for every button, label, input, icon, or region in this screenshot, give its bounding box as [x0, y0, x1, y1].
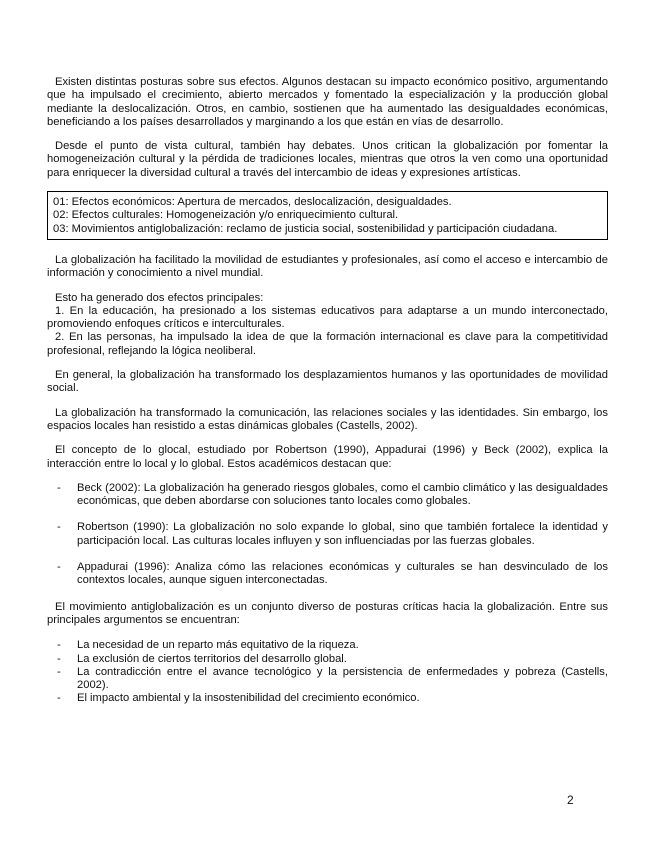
summary-line: 03: Movimientos antiglobalización: reclamo de justicia social, sostenibilidad y participación ciudadana.	[53, 222, 558, 235]
paragraph-effects: Existen distintas posturas sobre sus efectos. Algunos destacan su impacto económico positivo, argumentando que ha impulsado el crecimiento, abierto mercados y fomentado la especialización y la producción global mediante la deslocalización. Otros, en cambio, sostienen que ha aumentado las desigualdades económicas, beneficiando a los países desarrollados y marginando a los que están en vías de desarrollo.	[47, 76, 608, 128]
list-item	[47, 521, 608, 548]
summary-line: 02: Efectos culturales: Homogeneización y/o enriquecimiento cultural.	[53, 209, 399, 222]
page-number: 2	[567, 793, 574, 807]
two-effects-item: 2. En las personas, ha impulsado la idea de que la formación internacional es clave para la competitividad profesional, reflejando la lógica neoliberal.	[47, 331, 608, 357]
dash-marker: -	[57, 639, 61, 652]
two-effects-item: 1. En la educación, ha presionado a los sistemas educativos para adaptarse a un mundo interconectado, promoviendo enfoques críticos e interculturales.	[47, 304, 608, 331]
list-item	[47, 639, 608, 652]
dash-marker: -	[57, 481, 61, 494]
paragraph-antiglobalization: El movimiento antiglobalización es un conjunto diverso de posturas críticas hacia la globalización. Entre sus principales argumentos se encuentran:	[47, 600, 608, 626]
list-item-text: La exclusión de ciertos territorios del desarrollo global.	[77, 652, 347, 665]
list-item-text: La contradicción entre el avance tecnológico y la persistencia de enfermedades y pobreza (Castells, 2002).	[77, 665, 608, 692]
dash-marker: -	[57, 521, 61, 534]
summary-box	[47, 191, 608, 240]
list-item	[47, 653, 608, 666]
two-effects-intro: Esto ha generado dos efectos principales:	[55, 291, 264, 304]
arguments-list	[47, 639, 608, 705]
list-item	[47, 482, 608, 509]
summary-line: 01: Efectos económicos: Apertura de mercados, deslocalización, desigualdades.	[53, 196, 452, 209]
list-item-text: El impacto ambiental y la insostenibilidad del crecimiento económico.	[77, 692, 420, 705]
list-item	[47, 561, 608, 588]
document-page	[47, 76, 608, 706]
paragraph-cultural: Desde el punto de vista cultural, también hay debates. Unos critican la globalización por fomentar la homogeneización cultural y la pérdida de tradiciones locales, mientras que otros la ven como una oportunidad para enriquecer la diversidad cultural a través del intercambio de ideas y expresiones artísticas.	[47, 140, 608, 179]
two-effects-block	[47, 292, 608, 358]
paragraph-general: En general, la globalización ha transformado los desplazamientos humanos y las oportunidades de movilidad social.	[47, 369, 608, 395]
paragraph-communication: La globalización ha transformado la comunicación, las relaciones sociales y las identidades. Sin embargo, los espacios locales han resistido a estas dinámicas globales (Castells, 2002).	[47, 406, 608, 432]
list-item-text: Appadurai (1996): Analiza cómo las relaciones económicas y culturales se han desvinculado de los contextos locales, aunque siguen interconectadas.	[77, 561, 608, 587]
list-item-text: Beck (2002): La globalización ha generado riesgos globales, como el cambio climático y las desigualdades económicas, que deben abordarse con soluciones tanto locales como globales.	[77, 481, 608, 508]
list-item-text: La necesidad de un reparto más equitativo de la riqueza.	[77, 639, 359, 652]
dash-marker: -	[57, 665, 61, 678]
paragraph-glocal: El concepto de lo glocal, estudiado por Robertson (1990), Appadurai (1996) y Beck (2002), explica la interacción entre lo local y lo global. Estos académicos destacan que:	[47, 444, 608, 470]
list-item	[47, 666, 608, 693]
dash-marker: -	[57, 652, 61, 665]
list-item-text: Robertson (1990): La globalización no solo expande lo global, sino que también fortalece la identidad y participación local. Las culturas locales influyen y son influenciadas por las fuerzas globales.	[77, 521, 608, 547]
list-item	[47, 692, 608, 705]
dash-marker: -	[57, 561, 61, 574]
dash-marker: -	[57, 692, 61, 705]
scholars-list	[47, 482, 608, 588]
paragraph-mobility: La globalización ha facilitado la movilidad de estudiantes y profesionales, así como el acceso e intercambio de información y conocimiento a nivel mundial.	[47, 253, 608, 280]
